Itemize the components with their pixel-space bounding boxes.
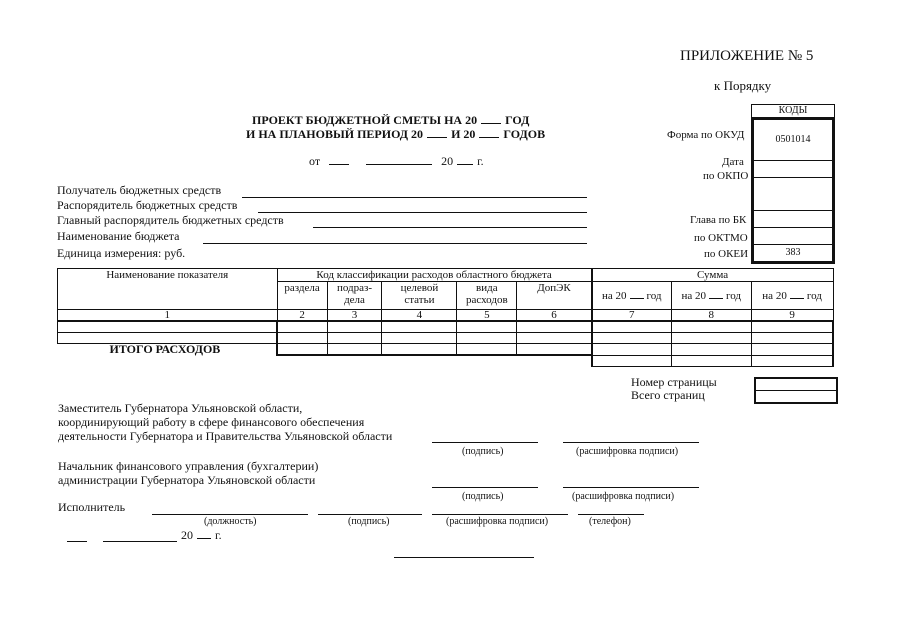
okud-value[interactable]: 0501014 [752, 118, 834, 161]
date-from: от [309, 154, 321, 168]
table-row[interactable] [58, 321, 834, 333]
col-subsection-text2: дела [344, 294, 365, 306]
title-line1-end: ГОД [505, 113, 530, 127]
date-label: Дата [722, 156, 744, 168]
date-value[interactable] [752, 161, 834, 178]
table-row-total[interactable] [58, 344, 834, 356]
col-indicator-name-text: Наименование показателя [106, 269, 229, 281]
sum1-suffix: год [646, 289, 662, 302]
deputy-decode-caption: (расшифровка подписи) [576, 446, 679, 457]
doc-date [309, 154, 484, 169]
executor-decode-caption: (расшифровка подписи) [446, 516, 549, 527]
field-main-distributor-line[interactable] [313, 227, 587, 228]
col-target-text1: целевой [400, 282, 439, 294]
field-recipient-label: Получатель бюджетных средств [57, 183, 222, 197]
num-6: 6 [517, 310, 592, 322]
col-section [277, 282, 327, 310]
deputy-sign-line[interactable] [432, 442, 538, 443]
field-main-distributor-label: Главный распорядитель бюджетных средств [57, 213, 284, 227]
okpo-label: по ОКПО [703, 170, 749, 182]
executor-decode-line[interactable] [432, 514, 568, 515]
col-target-text2: статьи [404, 294, 435, 306]
table-row-total-sum[interactable] [58, 355, 834, 366]
col-type-text1: вида [476, 282, 498, 294]
okpo-value[interactable] [752, 178, 834, 211]
finance-decode-caption: (расшифровка подписи) [572, 491, 675, 502]
table-row-numbers [58, 310, 834, 322]
bk-label: Глава по БК [690, 214, 747, 226]
oktmo-label: по ОКТМО [694, 232, 748, 244]
title-line2-text: И НА ПЛАНОВЫЙ ПЕРИОД 20 [246, 127, 424, 141]
doc-title-line1 [252, 113, 529, 128]
num-2: 2 [277, 310, 327, 322]
field-unit-label: Единица измерения: руб. [57, 246, 186, 260]
executor-phone-line[interactable] [578, 514, 644, 515]
appendix-subtitle: к Порядку [714, 78, 772, 93]
doc-title-line2 [246, 127, 545, 142]
okei-value[interactable]: 383 [752, 245, 834, 263]
total-pages-field[interactable] [756, 391, 836, 402]
executor-position-caption: (должность) [204, 516, 257, 527]
col-group-sum [592, 269, 833, 282]
date-year-field[interactable] [457, 164, 473, 165]
date-year: 20 [441, 154, 454, 168]
num-9: 9 [751, 310, 833, 322]
num-7: 7 [592, 310, 672, 322]
executor-sign-caption: (подпись) [348, 516, 390, 527]
col-subsection [327, 282, 382, 310]
col-sum-year1 [592, 282, 672, 310]
executor-day-field[interactable] [67, 541, 87, 542]
col-type [457, 282, 517, 310]
codes-box [751, 104, 835, 264]
deputy-line2: координирующий работу в сфере финансового обеспечения [58, 415, 365, 429]
codes-heading: КОДЫ [752, 105, 834, 118]
col-target [382, 282, 457, 310]
title-line1-text: ПРОЕКТ БЮДЖЕТНОЙ СМЕТЫ НА 20 [252, 113, 478, 127]
deputy-line1: Заместитель Губернатора Ульяновской области, [58, 401, 303, 415]
col-dopek-text: ДопЭК [537, 282, 571, 294]
bk-value[interactable] [752, 211, 834, 228]
executor-year-text: 20 [181, 528, 193, 542]
num-3: 3 [327, 310, 382, 322]
finance-sign-caption: (подпись) [462, 491, 504, 502]
page-number-field[interactable] [756, 379, 836, 391]
sum3-prefix: на 20 [762, 289, 787, 302]
col-group-sum-text: Сумма [696, 269, 729, 281]
footer-line [394, 557, 534, 558]
col-group-code-text: Код классификации расходов областного бюджета [316, 269, 552, 281]
date-month-field[interactable] [366, 164, 432, 165]
num-8: 8 [671, 310, 751, 322]
field-distributor-label: Распорядитель бюджетных средств [57, 198, 238, 212]
expense-table [57, 268, 834, 367]
field-distributor-line[interactable] [258, 212, 587, 213]
date-day-field[interactable] [329, 164, 349, 165]
executor-month-field[interactable] [103, 541, 177, 542]
deputy-sign-caption: (подпись) [462, 446, 504, 457]
col-indicator-name [58, 269, 278, 310]
finance-head-line1: Начальник финансового управления (бухгалтерии) [58, 459, 319, 473]
total-pages-label: Всего страниц [631, 388, 705, 402]
okud-label: Форма по ОКУД [667, 129, 745, 141]
executor-sign-line[interactable] [318, 514, 422, 515]
finance-decode-line[interactable] [563, 487, 699, 488]
deputy-decode-line[interactable] [563, 442, 699, 443]
title-line2-mid: И 20 [451, 127, 476, 141]
executor-label: Исполнитель [58, 500, 126, 514]
sum1-prefix: на 20 [601, 289, 627, 302]
page-number-label: Номер страницы [631, 375, 717, 389]
col-dopek [517, 282, 592, 310]
sum3-suffix: год [806, 289, 822, 302]
executor-year [181, 528, 222, 543]
field-budget-line[interactable] [203, 243, 587, 244]
oktmo-value[interactable] [752, 228, 834, 245]
title-line2-end: ГОДОВ [503, 127, 546, 141]
page-counter-box [754, 377, 838, 404]
executor-year-suffix: г. [215, 528, 222, 542]
total-label [58, 344, 278, 356]
finance-sign-line[interactable] [432, 487, 538, 488]
field-budget-label: Наименование бюджета [57, 229, 180, 243]
col-subsection-text1: подраз- [336, 282, 373, 294]
col-group-code [277, 269, 592, 282]
col-section-text: раздела [284, 282, 320, 294]
executor-position-line[interactable] [152, 514, 308, 515]
total-label-text: ИТОГО РАСХОДОВ [109, 342, 221, 356]
sum2-prefix: на 20 [681, 289, 707, 302]
finance-head-line2: администрации Губернатора Ульяновской области [58, 473, 316, 487]
col-type-text2: расходов [465, 294, 508, 306]
col-sum-year2 [671, 282, 751, 310]
num-5: 5 [457, 310, 517, 322]
field-recipient-line[interactable] [242, 197, 587, 198]
sum2-suffix: год [726, 289, 742, 302]
deputy-line3: деятельности Губернатора и Правительства Ульяновской области [58, 429, 393, 443]
executor-phone-caption: (телефон) [589, 516, 631, 527]
date-suffix: г. [477, 154, 484, 168]
num-1: 1 [58, 310, 278, 322]
num-4: 4 [382, 310, 457, 322]
col-sum-year3 [751, 282, 833, 310]
appendix-title: ПРИЛОЖЕНИЕ № 5 [680, 48, 814, 64]
okei-label: по ОКЕИ [704, 248, 749, 260]
